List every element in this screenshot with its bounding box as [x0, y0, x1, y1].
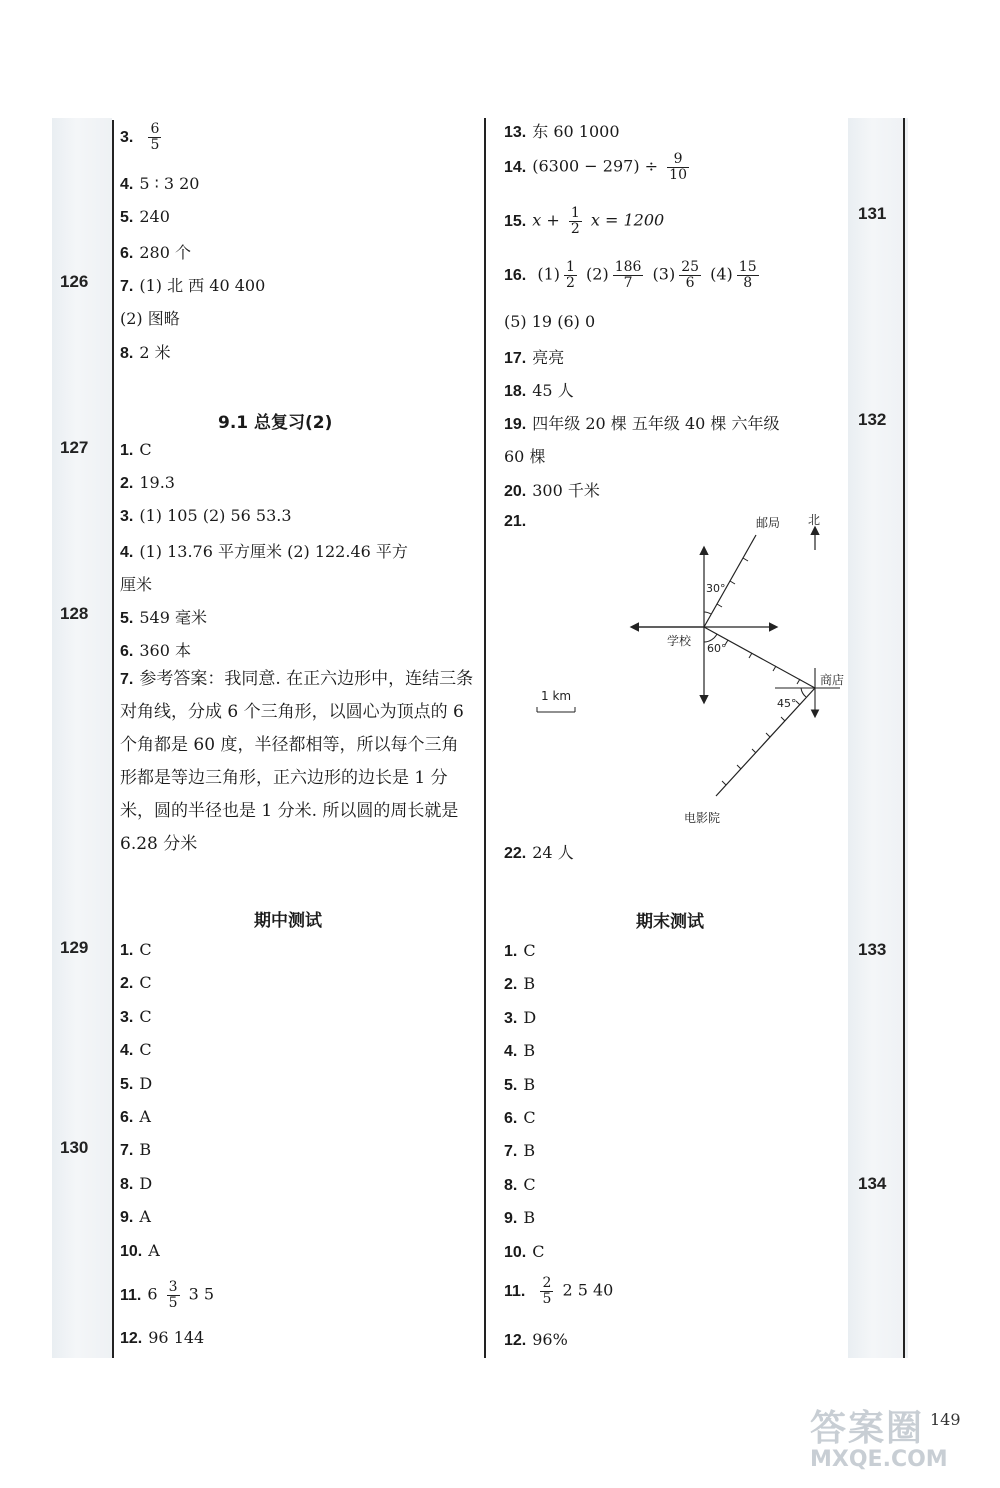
answer-item: 8. C [504, 1174, 536, 1194]
answer-item: 10. A [120, 1240, 160, 1260]
answer-item: 14. (6300 − 297) ÷ $\frac{9}{10}$ [504, 151, 687, 183]
label-scale: 1 km [541, 689, 572, 703]
answer-item: 5. B [504, 1074, 536, 1094]
answer-item: 8. 2 米 [120, 343, 171, 362]
answer-item: 6. C [504, 1108, 536, 1127]
page-ref-127: 127 [60, 438, 89, 457]
answer-item: 7. B [120, 1140, 152, 1160]
fraction: $\frac{3}{5}$ [168, 1279, 178, 1311]
section-title-9-1: 9.1 总复习(2) [218, 413, 333, 433]
answer-item: 12. 96% [504, 1330, 568, 1349]
page-ref-126: 126 [60, 272, 89, 291]
page-ref-128: 128 [60, 604, 89, 623]
label-north: 北 [808, 513, 821, 527]
answer-item: 9. B [504, 1208, 536, 1228]
left-column-rule [112, 120, 114, 1358]
page-ref-134: 134 [858, 1174, 887, 1193]
page-ref-132: 132 [858, 410, 887, 429]
answer-item: 4. (1) 13.76 平方厘米 (2) 122.46 平方 [120, 542, 408, 561]
direction-diagram [500, 500, 860, 835]
fraction: $\frac{6}{5}$ [150, 121, 160, 153]
label-post-office: 邮局 [756, 516, 781, 530]
answer-item: 1. C [120, 940, 152, 959]
fraction: $\frac{186}{7}$ [614, 259, 642, 291]
answer-item: 11. 6 $\frac{3}{5}$ 3 5 [120, 1279, 215, 1311]
answer-item: 12. 96 144 [120, 1328, 205, 1347]
answer-item: 5. D [120, 1073, 153, 1093]
answer-item: 3. C [120, 1006, 152, 1026]
page-ref-129: 129 [60, 938, 89, 957]
answer-item: 6. A [120, 1107, 151, 1126]
ray-cinema [716, 688, 815, 796]
answer-item: 8. D [120, 1173, 153, 1193]
answer-item-paragraph: 7. 参考答案：我同意. 在正六边形中，连结三条对角线，分成 6 个三角形，以圆心为顶点的 6 个角都是 60 度，半径都相等，所以每个三角形都是等边三角形，正六边形的边长是 1 分米，圆的半径也是 1 分米. 所以圆的周长就是 6.28 分米 [120, 669, 474, 854]
answer-item: 1. C [120, 440, 152, 459]
fraction: $\frac{1}{2}$ [570, 205, 580, 237]
page-number: 149 [930, 1410, 961, 1429]
answer-item: 厘米 [120, 575, 153, 594]
answer-item: 2. B [504, 974, 536, 994]
answer-item: (5) 19 (6) 0 [504, 312, 596, 331]
label-angle-30: 30° [706, 582, 726, 595]
answer-item: 20. 300 千米 [504, 481, 600, 500]
answer-item: 5. 240 [120, 207, 170, 226]
fraction: $\frac{9}{10}$ [669, 151, 687, 183]
fraction: $\frac{2}{5}$ [542, 1275, 552, 1307]
answer-item: 19. 四年级 20 棵 五年级 40 棵 六年级 [504, 414, 780, 433]
answer-item: 1. C [504, 941, 536, 960]
answer-item: 6. 280 个 [120, 243, 191, 262]
answer-item: 9. A [120, 1207, 151, 1227]
answer-item: 21. [504, 513, 527, 530]
answer-item: 60 棵 [504, 447, 546, 466]
answer-item: 2. C [120, 973, 152, 993]
left-margin-strip [52, 118, 112, 1358]
page-ref-130: 130 [60, 1138, 89, 1157]
label-angle-60: 60° [707, 642, 727, 655]
label-shop: 商店 [820, 673, 845, 687]
answer-item: 3. D [504, 1007, 537, 1027]
label-school: 学校 [667, 634, 692, 648]
answer-item: 16. (1) $\frac{1}{2}$ (2) $\frac{186}{7}$ (3) $\frac{25}{6}$ (4) $\frac{15}{8}$ [504, 259, 757, 291]
answer-item: 2. 19.3 [120, 473, 175, 492]
answer-item: (2) 图略 [120, 309, 180, 328]
answer-item: 22. 24 人 [504, 843, 574, 862]
watermark-logo: 答案圈 MXQE.COM [810, 1408, 948, 1472]
section-title-midterm: 期中测试 [254, 911, 322, 931]
answer-item: 5. 549 毫米 [120, 608, 207, 627]
answer-item: 17. 亮亮 [504, 348, 565, 367]
answer-item: 11. $\frac{2}{5}$ 2 5 40 [504, 1275, 614, 1307]
label-angle-45: 45° [777, 697, 797, 710]
ray-shop [704, 627, 815, 688]
answer-item: 7. B [504, 1141, 536, 1161]
answer-item: 13. 东 60 1000 [504, 122, 620, 141]
answer-item: 4. 5 ∶ 3 20 [120, 174, 200, 193]
answer-item: 7. (1) 北 西 40 400 [120, 276, 266, 295]
answer-item: 4. B [504, 1041, 536, 1061]
answer-item: 18. 45 人 [504, 381, 574, 400]
answer-item: 15. x + $\frac{1}{2}$ x = 1200 [504, 205, 665, 237]
answer-item: 6. 360 本 [120, 641, 191, 660]
answer-item: 3. $\frac{6}{5}$ [120, 121, 160, 153]
section-title-final: 期末测试 [636, 912, 704, 932]
fraction: $\frac{1}{2}$ [566, 259, 575, 291]
answer-item: 4. C [120, 1040, 152, 1060]
page-ref-131: 131 [858, 204, 887, 223]
answer-item: 3. (1) 105 (2) 56 53.3 [120, 506, 292, 525]
fraction: $\frac{25}{6}$ [681, 259, 700, 291]
right-column-rule [903, 118, 905, 1358]
fraction: $\frac{15}{8}$ [738, 259, 757, 291]
page-ref-133: 133 [858, 940, 887, 959]
center-column-rule [484, 118, 486, 1358]
label-cinema: 电影院 [684, 811, 721, 825]
answer-item: 10. C [504, 1241, 545, 1261]
